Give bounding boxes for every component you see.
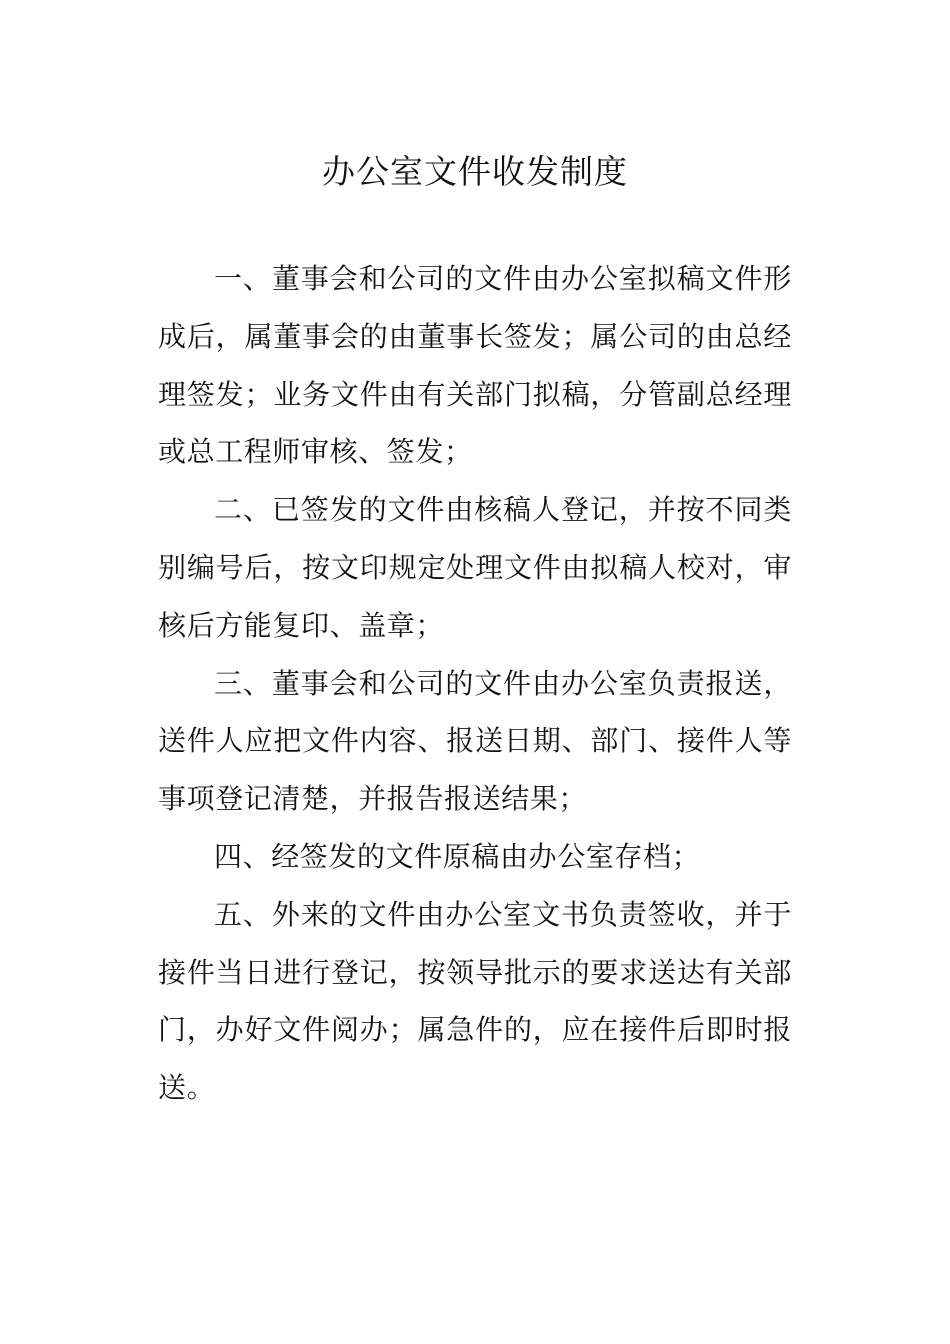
paragraph-3: 三、董事会和公司的文件由办公室负责报送，送件人应把文件内容、报送日期、部门、接件人等事项登记清楚，并报告报送结果； — [158, 666, 792, 816]
document-title: 办公室文件收发制度 — [322, 152, 628, 191]
paragraph-4: 四、经签发的文件原稿由办公室存档； — [214, 839, 701, 873]
paragraph-1: 一、董事会和公司的文件由办公室拟稿文件形成后，属董事会的由董事长签发；属公司的由总经理签发；业务文件由有关部门拟稿，分管副总经理或总工程师审核、签发； — [158, 262, 792, 469]
paragraph-5: 五、外来的文件由办公室文书负责签收，并于接件当日进行登记，按领导批示的要求送达有关部门，办好文件阅办；属急件的，应在接件后即时报送。 — [158, 897, 792, 1105]
paragraph-2: 二、已签发的文件由核稿人登记，并按不同类别编号后，按文印规定处理文件由拟稿人校对，审核后方能复印、盖章； — [158, 493, 792, 642]
document-body — [158, 250, 792, 1117]
